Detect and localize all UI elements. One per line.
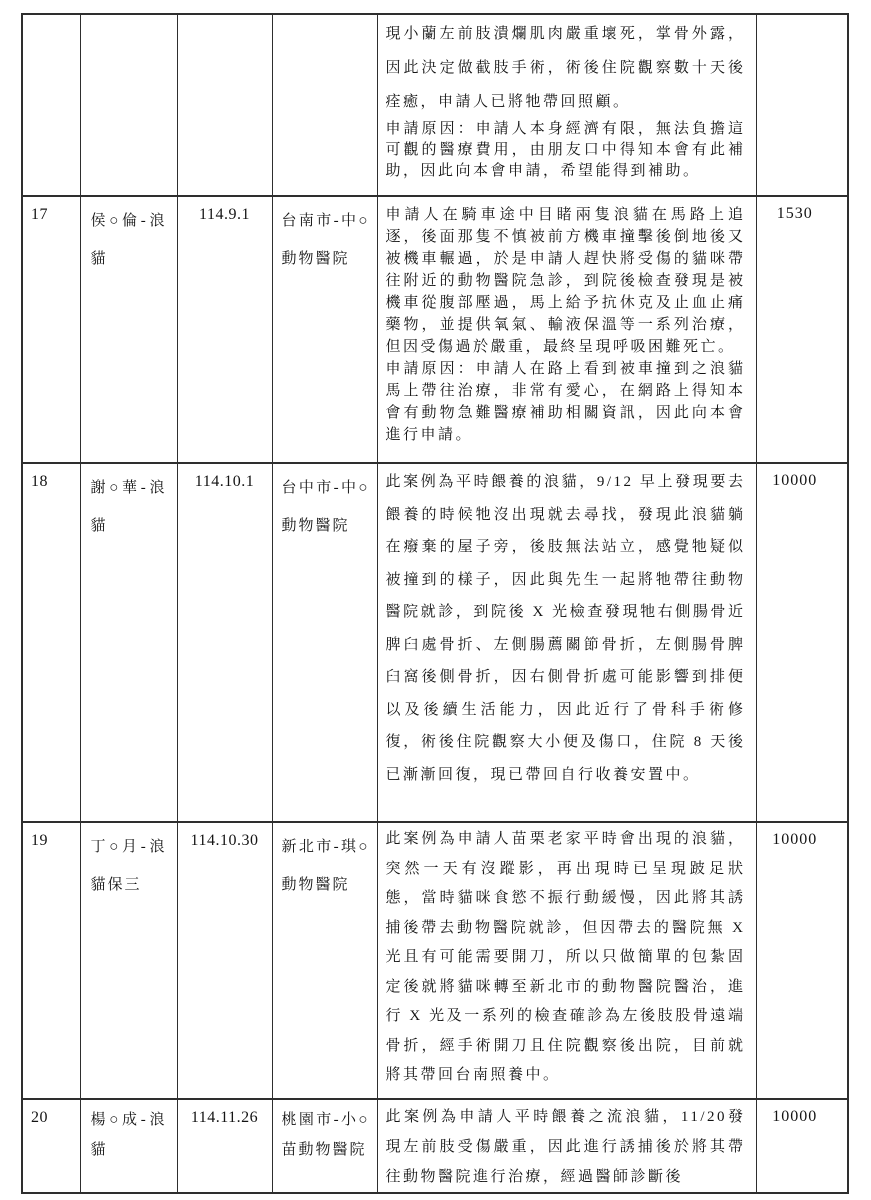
applicant-name	[81, 15, 177, 20]
application-date: 114.10.30	[190, 832, 259, 849]
description-paragraph: 此案例為申請人苗栗老家平時會出現的浪貓，突然一天有沒蹤影，再出現時已呈現跛足狀態，當時貓咪食慾不振行動緩慢，因此將其誘捕後帶去動物醫院就診，但因帶去的醫院無 X 光且有可能需要開刀，所以只做簡單的包紮固定後就將貓咪轉至新北市的動物醫院醫治，進行 X 光及一系列的檢查確診為左後肢股骨遠端骨折，經手術開刀且住院觀察後出院，目前就將其帶回台南照養中。	[385, 831, 746, 1083]
date-cell	[177, 1099, 272, 1193]
date-cell	[177, 196, 272, 463]
application-date: 114.11.26	[190, 1109, 259, 1126]
case-number	[23, 15, 80, 24]
application-date: 114.10.1	[194, 473, 255, 490]
applicant-name: 謝○華-浪貓	[90, 480, 167, 534]
applicant-name: 丁○月-浪貓保三	[90, 839, 167, 893]
subsidy-amount: 10000	[772, 1108, 818, 1125]
description-paragraph: 此案例為平時餵養的浪貓，9/12 早上發現要去餵養的時候牠沒出現就去尋找，發現此浪貓躺在癈棄的屋子旁，後肢無法站立，感覺牠疑似被撞到的樣子，因此與先生一起將牠帶往動物醫院就診，到院後 X 光檢查發現牠右側腸骨近脾臼處骨折、左側腸薦關節骨折，左側腸骨脾臼窩後側骨折，因右側骨折處可能影響到排便以及後續生活能力，因此近行了骨科手術修復，術後住院觀察大小便及傷口，住院 8 天後已漸漸回復，現已帶回自行收養安置中。	[385, 474, 746, 783]
case-description	[378, 823, 756, 1091]
applicant-cell	[80, 14, 177, 196]
applicant-cell	[80, 463, 177, 822]
amount-cell	[756, 463, 848, 822]
hospital-name: 台中市-中○動物醫院	[281, 480, 370, 534]
date-cell	[177, 14, 272, 196]
table-row	[22, 822, 848, 1099]
applicant-name: 楊○成-浪貓	[90, 1112, 167, 1158]
description-paragraph: 申請人在騎車途中目睹兩隻浪貓在馬路上追逐，後面那隻不慎被前方機車撞擊後倒地後又被機車輾過，於是申請人趕快將受傷的貓咪帶往附近的動物醫院急診，到院後檢查發現是被機車從腹部壓過，馬上給予抗休克及止血止痛藥物，並提供氧氣、輸液保溫等一系列治療，但因受傷過於嚴重，最終呈現呼吸困難死亡。	[385, 207, 746, 355]
case-description	[378, 197, 756, 446]
application-date: 114.9.1	[199, 206, 250, 223]
table-row	[22, 463, 848, 822]
description-cell	[377, 822, 756, 1099]
amount-cell	[756, 1099, 848, 1193]
applicant-cell	[80, 196, 177, 463]
table-row	[22, 196, 848, 463]
applicant-cell	[80, 822, 177, 1099]
description-cell	[377, 196, 756, 463]
hospital-name: 桃園市-小○苗動物醫院	[281, 1112, 370, 1158]
hospital-cell	[272, 822, 377, 1099]
case-number-cell	[22, 822, 80, 1099]
case-description	[378, 1100, 756, 1192]
date-cell	[177, 822, 272, 1099]
hospital-name	[273, 15, 377, 20]
hospital-cell	[272, 463, 377, 822]
case-number: 20	[31, 1109, 48, 1126]
application-date	[178, 15, 272, 24]
case-number: 19	[31, 832, 48, 849]
date-cell	[177, 463, 272, 822]
case-number-cell	[22, 196, 80, 463]
description-cell	[377, 1099, 756, 1193]
subsidy-amount: 1530	[776, 205, 813, 222]
case-description	[378, 464, 756, 791]
applicant-name: 侯○倫-浪貓	[90, 213, 167, 267]
hospital-name: 台南市-中○動物醫院	[281, 213, 370, 267]
case-table-body	[22, 14, 848, 1193]
hospital-name: 新北市-琪○動物醫院	[281, 839, 370, 893]
table-row	[22, 1099, 848, 1193]
case-number-cell	[22, 463, 80, 822]
case-number: 17	[31, 206, 48, 223]
subsidy-amount: 10000	[772, 472, 818, 489]
description-paragraph: 此案例為申請人平時餵養之流浪貓，11/20發現左前肢受傷嚴重，因此進行誘捕後於將其帶往動物醫院進行治療，經過醫師診斷後	[385, 1109, 746, 1185]
subsidy-amount: 10000	[772, 831, 818, 848]
case-number: 18	[31, 473, 48, 490]
description-paragraph: 申請原因：申請人本身經濟有限，無法負擔這可觀的醫療費用，由朋友口中得知本會有此補助，因此向本會申請，希望能得到補助。	[385, 121, 746, 179]
amount-cell	[756, 196, 848, 463]
applicant-cell	[80, 1099, 177, 1193]
amount-cell	[756, 14, 848, 196]
hospital-cell	[272, 1099, 377, 1193]
amount-cell	[756, 822, 848, 1099]
description-cell	[377, 14, 756, 196]
case-number-cell	[22, 14, 80, 196]
case-description	[378, 15, 756, 182]
table-row	[22, 14, 848, 196]
subsidy-case-table	[21, 13, 849, 1194]
description-cell	[377, 463, 756, 822]
case-number-cell	[22, 1099, 80, 1193]
hospital-cell	[272, 14, 377, 196]
hospital-cell	[272, 196, 377, 463]
subsidy-amount	[757, 15, 848, 23]
description-paragraph: 申請原因：申請人在路上看到被車撞到之浪貓馬上帶往治療，非常有愛心，在網路上得知本會有動物急難醫療補助相關資訊，因此向本會進行申請。	[385, 361, 746, 443]
description-paragraph: 現小蘭左前肢潰爛肌肉嚴重壞死，掌骨外露，因此決定做截肢手術，術後住院觀察數十天後痊癒，申請人已將牠帶回照顧。	[385, 26, 746, 110]
